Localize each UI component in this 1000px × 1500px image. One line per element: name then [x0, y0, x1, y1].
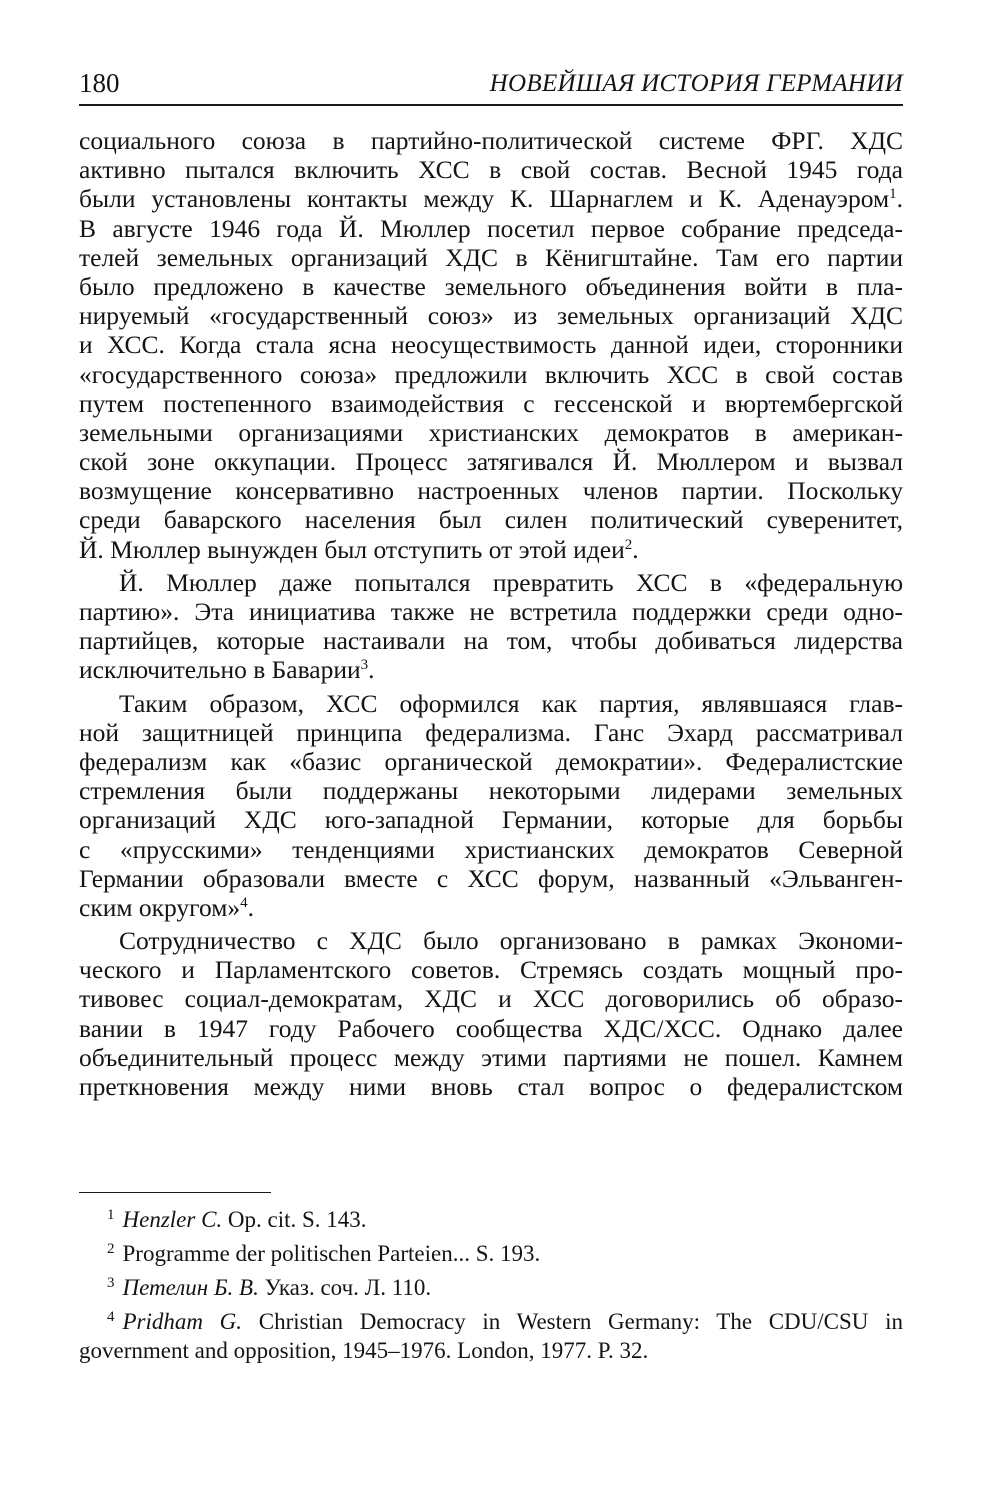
footnote-number: 1 [107, 1207, 115, 1223]
paragraph [79, 126, 903, 564]
footnote-divider [79, 1192, 271, 1193]
footnote [79, 1205, 903, 1234]
footnote-ref[interactable]: 1 [889, 186, 897, 203]
text-line: среди баварского населения был силен политический суверенитет, [79, 505, 903, 535]
text-line: тивовес социал-демократам, ХДС и ХСС договорились об образо- [79, 984, 903, 1014]
text-line: Й. Мюллер вынужден был отступить от этой идеи$^2$. [79, 534, 639, 564]
text-line: Сотрудничество с ХДС было организовано в рамках Экономи- [119, 926, 903, 956]
footnote-ref[interactable]: 3 [360, 657, 369, 674]
footnote [79, 1273, 903, 1302]
footnote-author: Pridham G. [122, 1309, 243, 1334]
text-line: В августе 1946 года Й. Мюллер посетил первое собрание председа- [79, 213, 903, 243]
text-line: ской зоне оккупации. Процесс затягивался Й. Мюллером и вызвал [79, 447, 903, 477]
footnote-number: 3 [107, 1275, 115, 1291]
footnote-text: Christian Democracy in Western Germany: The CDU/CSU in [242, 1309, 903, 1334]
page-header [79, 66, 903, 106]
text-line: преткновения между ними вновь стал вопрос о федералистском [79, 1072, 903, 1101]
footnote-continuation: government and opposition, 1945–1976. London, 1977. P. 32. [79, 1338, 649, 1363]
text-line: вании в 1947 году Рабочего сообщества ХДС/ХСС. Однако далее [79, 1013, 903, 1043]
footnote [79, 1239, 903, 1268]
text-line: организаций ХДС юго-западной Германии, которые для борьбы [79, 805, 903, 835]
footnote-author: Петелин Б. В. [122, 1275, 259, 1300]
text-line: федерализм как «базис органической демократии». Федералистские [79, 746, 903, 776]
text-line: были установлены контакты между К. Шарнаглем и К. Аденауэром$^1$. [79, 184, 903, 214]
text-line: земельными организациями христианских демократов в американ- [79, 417, 903, 447]
text-line: исключительно в Баварии$^3$. [79, 655, 375, 685]
text-line: ной защитницей принципа федерализма. Ганс Эхард рассматривал [79, 717, 903, 747]
text-line: возмущение консервативно настроенных членов партии. Поскольку [79, 476, 903, 506]
text-line: партию». Эта инициатива также не встретила поддержки среди одно- [79, 597, 903, 626]
text-line: Германии образовали вместе с ХСС форум, названный «Эльванген- [79, 863, 903, 893]
text-line: социального союза в партийно-политической системе ФРГ. ХДС [79, 126, 903, 155]
footnote-ref[interactable]: 2 [624, 536, 633, 553]
text-line: с «прусскими» тенденциями христианских демократов Северной [79, 834, 903, 864]
text-line: Таким образом, ХСС оформился как партия, являвшаяся глав- [119, 688, 903, 718]
text-line: «государственного союза» предложили включить ХСС в свой состав [79, 359, 903, 389]
footnote-author: Henzler C. [122, 1207, 223, 1232]
text-line: нируемый «государственный союз» из земельных организаций ХДС [79, 301, 903, 331]
footnote [79, 1307, 903, 1365]
footnote-number: 2 [107, 1241, 115, 1257]
footnote-ref[interactable]: 4 [240, 894, 248, 911]
footnote-text: Op. cit. S. 143. [222, 1207, 367, 1232]
footnote-number: 4 [107, 1309, 115, 1325]
text-line: объединительный процесс между этими партиями не пошел. Камнем [79, 1042, 903, 1072]
text-line: и ХСС. Когда стала ясна неосуществимость данной идеи, сторонники [79, 330, 903, 360]
running-title: НОВЕЙШАЯ ИСТОРИЯ ГЕРМАНИИ [489, 70, 903, 97]
text-line: ским округом»$^4$. [79, 892, 255, 922]
text-line: Й. Мюллер даже попытался превратить ХСС в «федеральную [119, 567, 903, 597]
text-line: было предложено в качестве земельного объединения войти в пла- [79, 271, 903, 301]
text-line: партийцев, которые настаивали на том, чтобы добиваться лидерства [79, 626, 903, 656]
paragraph [79, 926, 903, 1101]
body-text [79, 126, 903, 1101]
paragraph [79, 568, 903, 685]
footnote-text: Programme der politischen Parteien... S. 193. [122, 1241, 541, 1266]
text-line: стремления были поддержаны некоторыми лидерами земельных [79, 776, 903, 806]
text-line: путем постепенного взаимодействия с гессенской и вюртембергской [79, 388, 903, 418]
text-line: телей земельных организаций ХДС в Кёнигштайне. Там его партии [79, 242, 903, 272]
page-number: 180 [79, 68, 120, 98]
text-line: активно пытался включить ХСС в свой состав. Весной 1945 года [79, 155, 903, 185]
paragraph [79, 689, 903, 923]
footnotes [79, 1200, 903, 1365]
text-line: ческого и Парламентского советов. Стремясь создать мощный про- [79, 955, 903, 985]
footnote-text: Указ. соч. Л. 110. [258, 1275, 432, 1300]
